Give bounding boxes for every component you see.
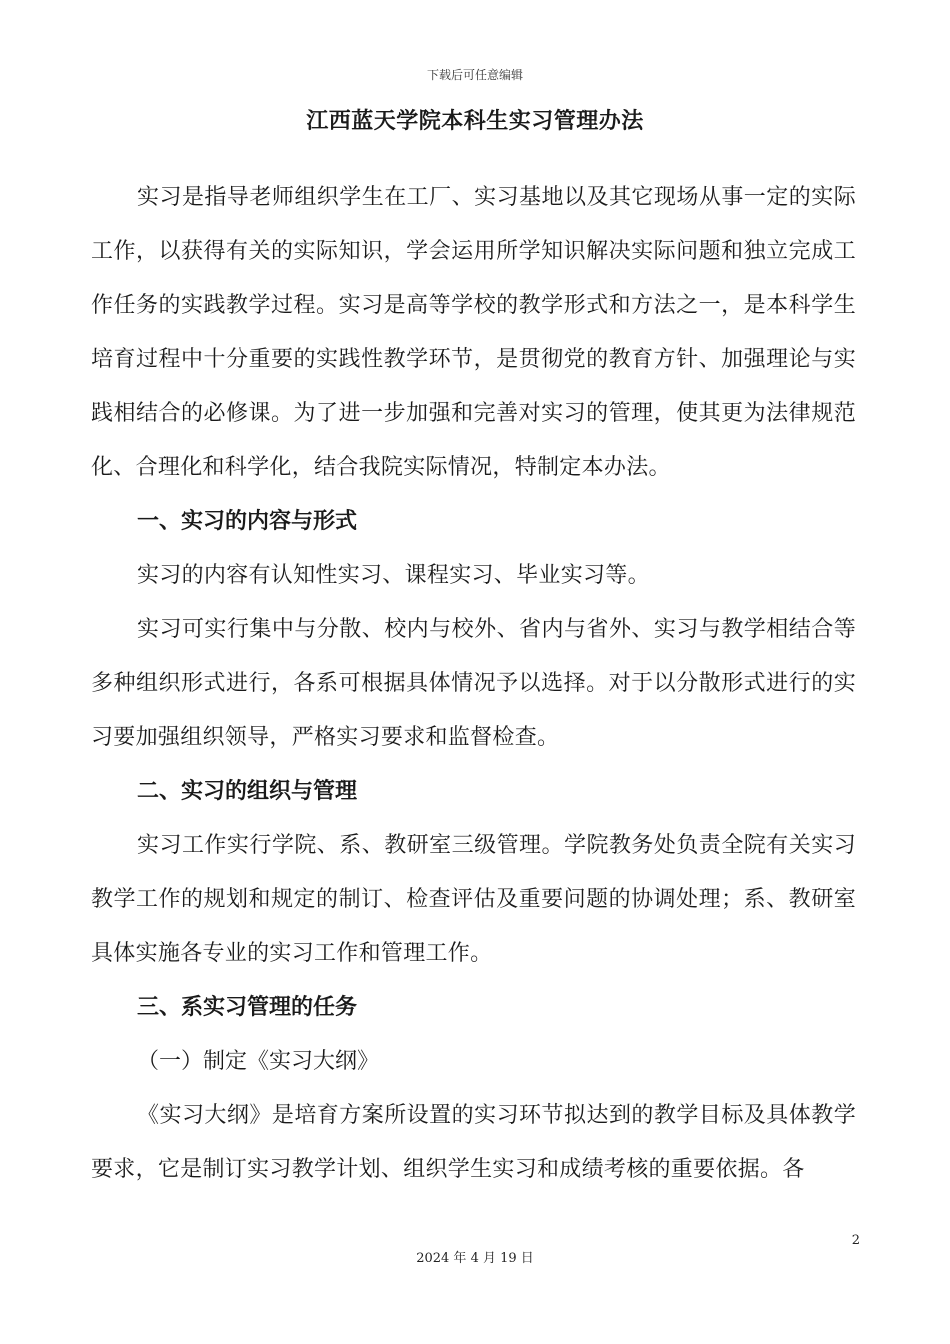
document-body [91,171,856,1197]
paragraph-intro: 实习是指导老师组织学生在工厂、实习基地以及其它现场从事一定的实际工作，以获得有关的实际知识，学会运用所学知识解决实际问题和独立完成工作任务的实践教学过程。实习是高等学校的教学形式和方法之一，是本科学生培育过程中十分重要的实践性教学环节，是贯彻党的教育方针、加强理论与实践相结合的必修课。为了进一步加强和完善对实习的管理，使其更为法律规范化、合理化和科学化，结合我院实际情况，特制定本办法。 [91,185,856,480]
section-heading-3: 三、系实习管理的任务 [137,995,358,1020]
footer-date: 2024 年 4 月 19 日 [416,1251,534,1266]
document-title: 江西蓝天学院本科生实习管理办法 [306,109,644,134]
page-number: 2 [851,1233,860,1248]
paragraph-content: 实习的内容有认知性实习、课程实习、毕业实习等。 [137,563,650,588]
paragraph-outline: 《实习大纲》是培育方案所设置的实习环节拟达到的教学目标及具体教学要求，它是制订实习教学计划、组织学生实习和成绩考核的重要依据。各 [91,1103,856,1182]
section-heading-2: 二、实习的组织与管理 [137,779,358,804]
paragraph-management: 实习工作实行学院、系、教研室三级管理。学院教务处负责全院有关实习教学工作的规划和规定的制订、检查评估及重要问题的协调处理；系、教研室具体实施各专业的实习工作和管理工作。 [91,833,856,966]
header-note: 下载后可任意编辑 [426,68,523,82]
paragraph-forms: 实习可实行集中与分散、校内与校外、省内与省外、实习与教学相结合等多种组织形式进行，各系可根据具体情况予以选择。对于以分散形式进行的实习要加强组织领导，严格实习要求和监督检查。 [91,617,856,750]
subsection-heading-1: （一）制定《实习大纲》 [137,1049,380,1074]
section-heading-1: 一、实习的内容与形式 [137,509,358,534]
